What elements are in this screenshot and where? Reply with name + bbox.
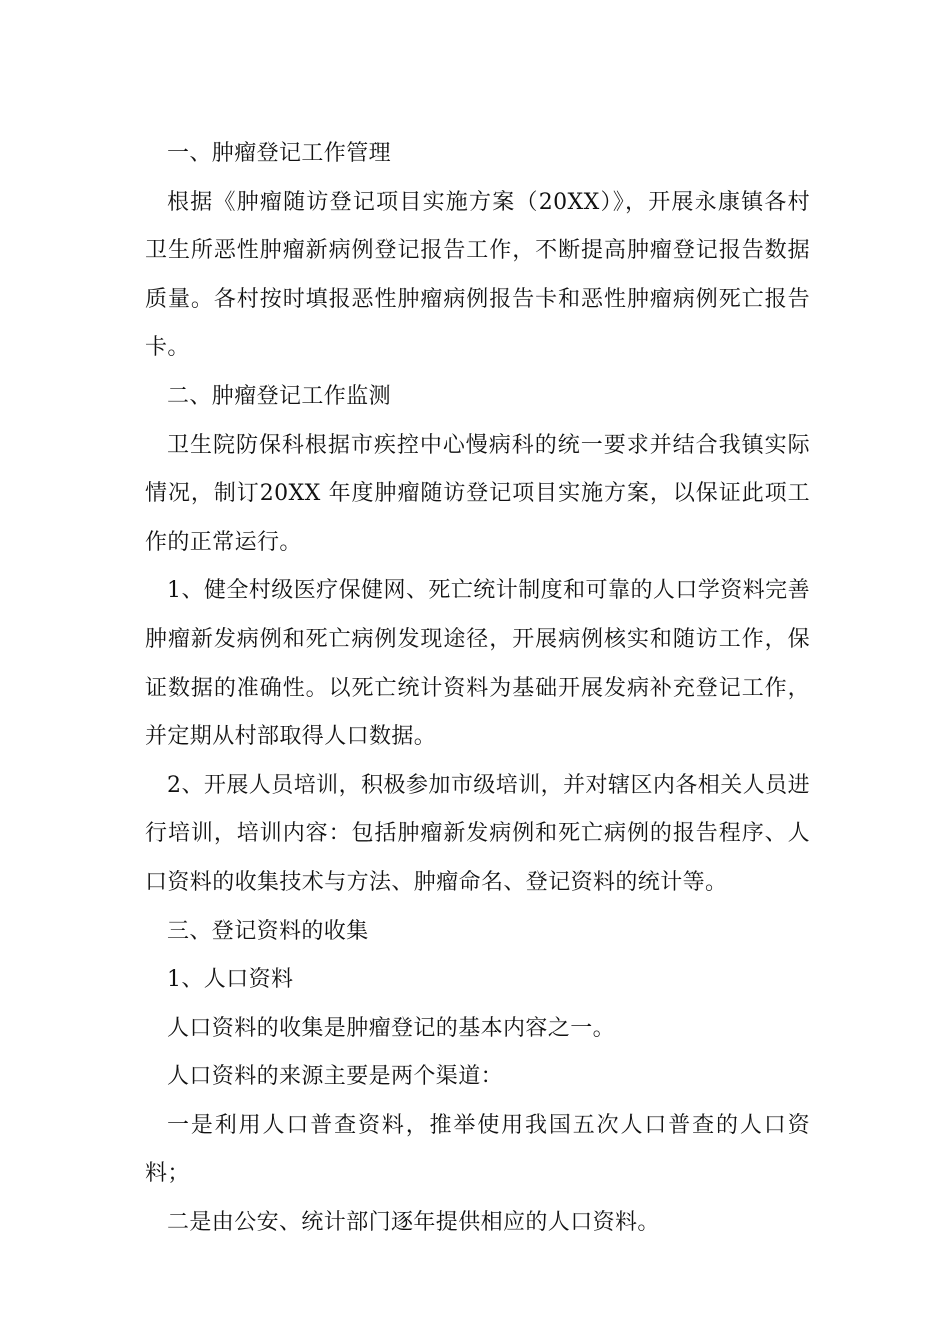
document-page xyxy=(145,130,810,1248)
list-item-staff-training: 2、开展人员培训，积极参加市级培训，并对辖区内各相关人员进行培训，培训内容：包括肿瘤新发病例和死亡病例的报告程序、人口资料的收集技术与方法、肿瘤命名、登记资料的统计等。 xyxy=(145,772,810,895)
paragraph-public-security-source: 二是由公安、统计部门逐年提供相应的人口资料。 xyxy=(167,1210,660,1236)
list-item-healthcare-network: 1、健全村级医疗保健网、死亡统计制度和可靠的人口学资料完善肿瘤新发病例和死亡病例发现途径，开展病例核实和随访工作，保证数据的准确性。以死亡统计资料为基础开展发病补充登记工作，并定期从村部取得人口数据。 xyxy=(145,578,810,750)
subheading-population-data: 1、人口资料 xyxy=(167,967,294,993)
heading-tumor-registration-monitoring: 二、肿瘤登记工作监测 xyxy=(167,383,392,409)
paragraph-census-source: 一是利用人口普查资料，推举使用我国五次人口普查的人口资料； xyxy=(145,1112,810,1187)
paragraph-population-data-sources: 人口资料的来源主要是两个渠道： xyxy=(167,1064,504,1090)
heading-data-collection: 三、登记资料的收集 xyxy=(167,918,369,944)
paragraph-monitoring-plan: 卫生院防保科根据市疾控中心慢病科的统一要求并结合我镇实际情况，制订20XX 年度肿瘤随访登记项目实施方案，以保证此项工作的正常运行。 xyxy=(145,432,810,555)
paragraph-registration-basis: 根据《肿瘤随访登记项目实施方案（20XX）》，开展永康镇各村卫生所恶性肿瘤新病例登记报告工作，不断提高肿瘤登记报告数据质量。各村按时填报恶性肿瘤病例报告卡和恶性肿瘤病例死亡报告卡。 xyxy=(145,189,810,361)
paragraph-population-data-intro: 人口资料的收集是肿瘤登记的基本内容之一。 xyxy=(167,1015,616,1041)
heading-tumor-registration-management: 一、肿瘤登记工作管理 xyxy=(167,141,392,166)
